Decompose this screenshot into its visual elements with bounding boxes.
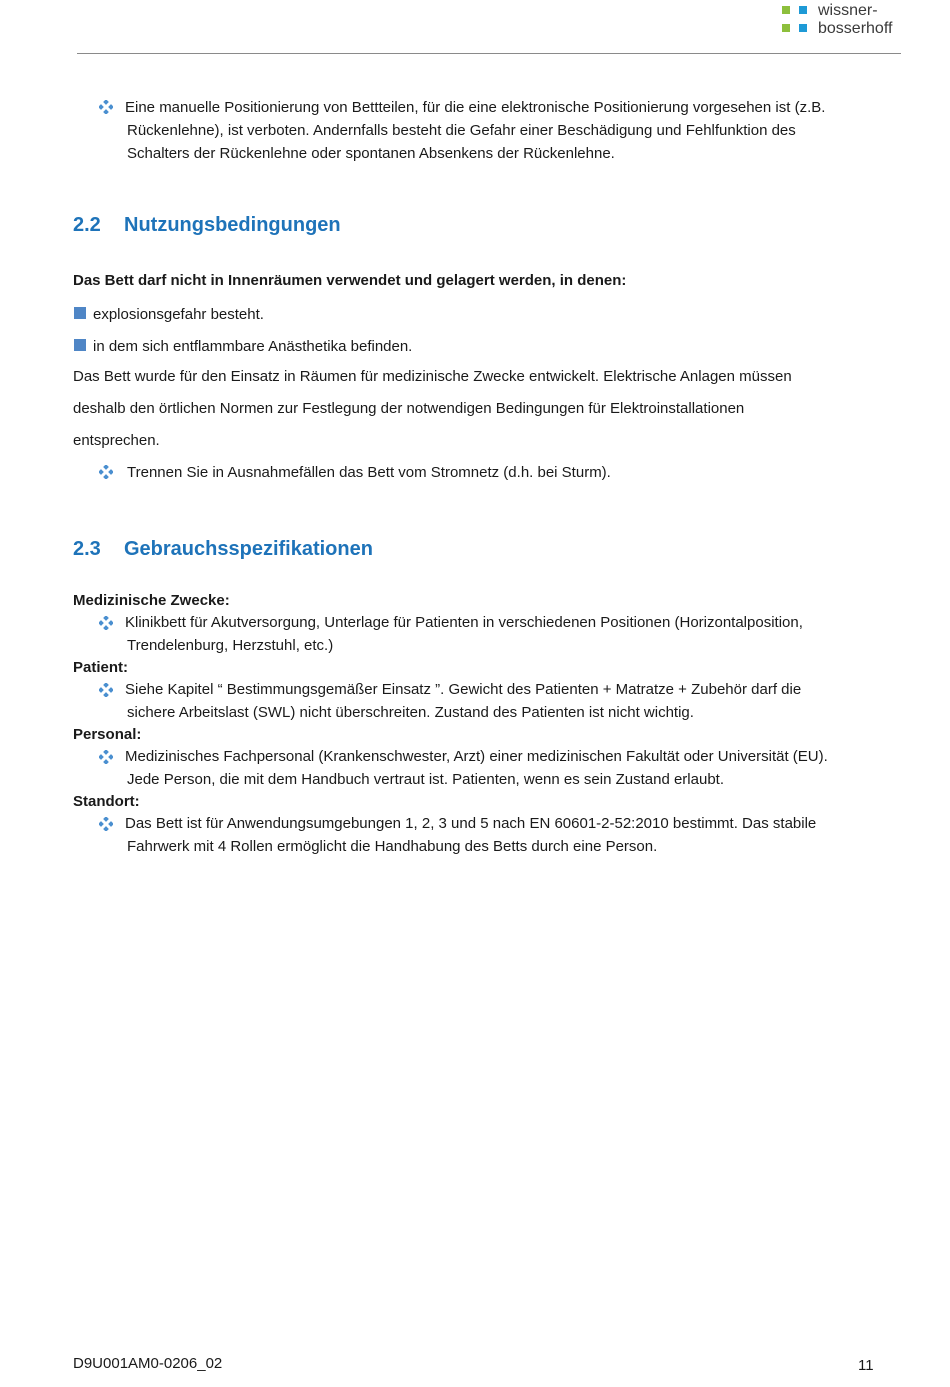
logo-wordmark bbox=[818, 2, 892, 38]
group-label: Medizinische Zwecke: bbox=[73, 592, 230, 609]
diamond-bullet-icon bbox=[99, 100, 113, 114]
group-line: Trendelenburg, Herzstuhl, etc.) bbox=[127, 637, 334, 654]
intro-line: Schalters der Rückenlehne oder spontanen Absenkens der Rückenlehne. bbox=[127, 145, 615, 162]
intro-line: Eine manuelle Positionierung von Bettteilen, für die eine elektronische Positionierung vorgesehen ist (z.B. bbox=[125, 99, 826, 116]
bullet-text: Trennen Sie in Ausnahmefällen das Bett vom Stromnetz (d.h. bei Sturm). bbox=[127, 464, 611, 481]
section-title: Gebrauchsspezifikationen bbox=[124, 538, 373, 560]
header-divider bbox=[77, 53, 901, 54]
logo-line-1: wissner- bbox=[818, 2, 878, 19]
diamond-bullet-icon bbox=[99, 683, 113, 697]
group-label: Patient: bbox=[73, 659, 129, 676]
logo-square-blue bbox=[799, 24, 807, 32]
group-line: Das Bett ist für Anwendungsumgebungen 1, 2, 3 und 5 nach EN 60601-2-52:2010 bestimmt. Das stabile bbox=[125, 815, 817, 832]
list-item: in dem sich entflammbare Anästhetika befinden. bbox=[93, 338, 413, 355]
section-title: Nutzungsbedingungen bbox=[124, 214, 341, 236]
section-heading-2-2 bbox=[73, 214, 341, 237]
square-bullet-icon bbox=[74, 339, 86, 351]
section-heading-2-3 bbox=[73, 538, 373, 561]
diamond-bullet-icon bbox=[99, 750, 113, 764]
list-item: explosionsgefahr besteht. bbox=[93, 306, 264, 323]
diamond-bullet-icon bbox=[99, 465, 113, 479]
intro-line: Rückenlehne), ist verboten. Andernfalls besteht die Gefahr einer Beschädigung und Fehlfunktion des bbox=[127, 122, 796, 139]
section-number: 2.3 bbox=[73, 538, 101, 560]
group-line: Medizinisches Fachpersonal (Krankenschwester, Arzt) einer medizinischen Fakultät oder Universität (EU). bbox=[125, 748, 828, 765]
logo-square-blue bbox=[799, 6, 807, 14]
logo-line-2: bosserhoff bbox=[818, 20, 893, 37]
group-label: Personal: bbox=[73, 726, 142, 743]
paragraph-line: Das Bett wurde für den Einsatz in Räumen für medizinische Zwecke entwickelt. Elektrische Anlagen müssen bbox=[73, 368, 792, 385]
group-line: sichere Arbeitslast (SWL) nicht überschreiten. Zustand des Patienten ist nicht wichtig. bbox=[127, 704, 694, 721]
group-line: Jede Person, die mit dem Handbuch vertraut ist. Patienten, wenn es sein Zustand erlaubt. bbox=[127, 771, 724, 788]
diamond-bullet-icon bbox=[99, 616, 113, 630]
document-id: D9U001AM0-0206_02 bbox=[73, 1355, 223, 1372]
group-line: Fahrwerk mit 4 Rollen ermöglicht die Handhabung des Betts durch eine Person. bbox=[127, 838, 658, 855]
square-bullet-icon bbox=[74, 307, 86, 319]
logo-square-green bbox=[782, 6, 790, 14]
section-lead: Das Bett darf nicht in Innenräumen verwendet und gelagert werden, in denen: bbox=[73, 272, 627, 289]
diamond-bullet-icon bbox=[99, 817, 113, 831]
group-line: Siehe Kapitel “ Bestimmungsgemäßer Einsatz ”. Gewicht des Patienten + Matratze + Zubehör darf die bbox=[125, 681, 802, 698]
logo-mark bbox=[782, 6, 808, 36]
logo-square-green bbox=[782, 24, 790, 32]
group-line: Klinikbett für Akutversorgung, Unterlage für Patienten in verschiedenen Positionen (Horizontalposition, bbox=[125, 614, 803, 631]
page-number: 11 bbox=[858, 1357, 874, 1374]
group-label: Standort: bbox=[73, 793, 140, 810]
section-number: 2.2 bbox=[73, 214, 101, 236]
paragraph-line: entsprechen. bbox=[73, 432, 160, 449]
paragraph-line: deshalb den örtlichen Normen zur Festlegung der notwendigen Bedingungen für Elektroinstallationen bbox=[73, 400, 745, 417]
